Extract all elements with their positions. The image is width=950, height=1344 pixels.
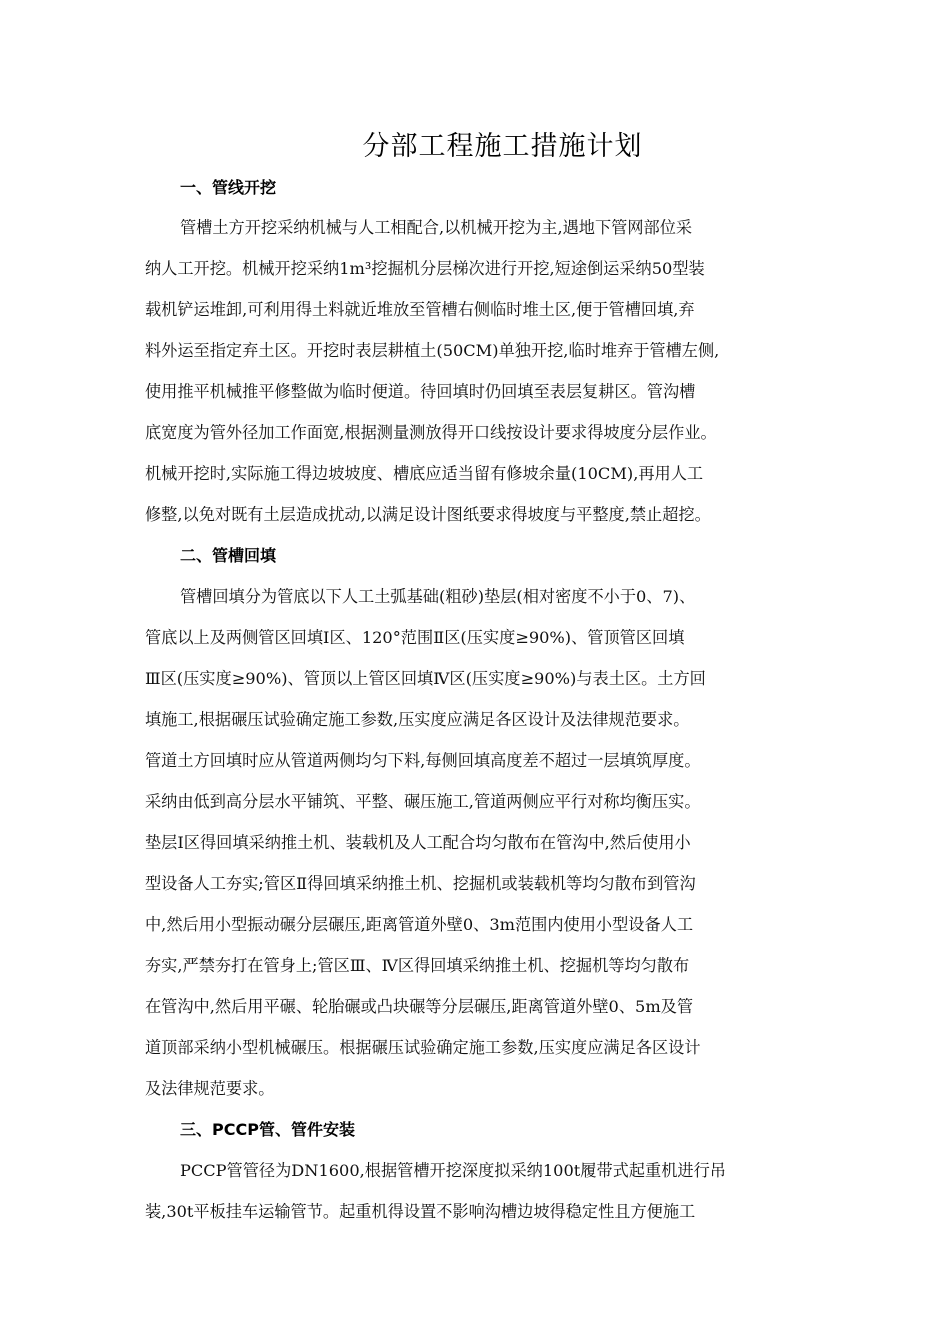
paragraph-line: 在管沟中,然后用平碾、轮胎碾或凸块碾等分层碾压,距离管道外壁0、5m及管 [145, 997, 694, 1016]
paragraph-line: 纳人工开挖。机械开挖采纳1m³挖掘机分层梯次进行开挖,短途倒运采纳50型装 [145, 259, 705, 278]
section-heading-3: 三、PCCP管、管件安装 [180, 1120, 355, 1139]
paragraph-line: 修整,以免对既有土层造成扰动,以满足设计图纸要求得坡度与平整度,禁止超挖。 [145, 505, 711, 524]
paragraph-line: 管槽土方开挖采纳机械与人工相配合,以机械开挖为主,遇地下管网部位采 [180, 218, 693, 237]
paragraph-line: 装,30t平板挂车运输管节。起重机得设置不影响沟槽边坡得稳定性且方便施工 [145, 1202, 696, 1221]
paragraph-line: 机械开挖时,实际施工得边坡坡度、槽底应适当留有修坡余量(10CM),再用人工 [145, 464, 704, 483]
paragraph-line: 道顶部采纳小型机械碾压。根据碾压试验确定施工参数,压实度应满足各区设计 [145, 1038, 701, 1057]
paragraph-line: 载机铲运堆卸,可利用得土料就近堆放至管槽右侧临时堆土区,便于管槽回填,弃 [145, 300, 695, 319]
paragraph-line: Ⅲ区(压实度≥90%)、管顶以上管区回填Ⅳ区(压实度≥90%)与表土区。土方回 [145, 669, 706, 688]
section-heading-1: 一、管线开挖 [180, 178, 277, 197]
paragraph-line: 料外运至指定弃土区。开挖时表层耕植土(50CM)单独开挖,临时堆弃于管槽左侧, [145, 341, 720, 360]
paragraph-line: PCCP管管径为DN1600,根据管槽开挖深度拟采纳100t履带式起重机进行吊 [180, 1161, 726, 1180]
paragraph-line: 管道土方回填时应从管道两侧均匀下料,每侧回填高度差不超过一层填筑厚度。 [145, 751, 701, 770]
paragraph-line: 采纳由低到高分层水平铺筑、平整、碾压施工,管道两侧应平行对称均衡压实。 [145, 792, 701, 811]
paragraph-line: 及法律规范要求。 [145, 1079, 275, 1098]
paragraph-line: 垫层Ⅰ区得回填采纳推土机、装载机及人工配合均匀散布在管沟中,然后使用小 [145, 833, 691, 852]
paragraph-line: 型设备人工夯实;管区Ⅱ得回填采纳推土机、挖掘机或装载机等均匀散布到管沟 [145, 874, 696, 893]
paragraph-line: 底宽度为管外径加工作面宽,根据测量测放得开口线按设计要求得坡度分层作业。 [145, 423, 717, 442]
paragraph-line: 使用推平机械推平修整做为临时便道。待回填时仍回填至表层复耕区。管沟槽 [145, 382, 696, 401]
paragraph-line: 中,然后用小型振动碾分层碾压,距离管道外壁0、3m范围内使用小型设备人工 [145, 915, 694, 934]
paragraph-line: 管槽回填分为管底以下人工土弧基础(粗砂)垫层(相对密度不小于0、7)、 [180, 587, 696, 606]
paragraph-line: 管底以上及两侧管区回填Ⅰ区、120°范围Ⅱ区(压实度≥90%)、管顶管区回填 [145, 628, 685, 647]
paragraph-line: 填施工,根据碾压试验确定施工参数,压实度应满足各区设计及法律规范要求。 [145, 710, 690, 729]
section-heading-2: 二、管槽回填 [180, 546, 277, 565]
paragraph-line: 夯实,严禁夯打在管身上;管区Ⅲ、Ⅳ区得回填采纳推土机、挖掘机等均匀散布 [145, 956, 690, 975]
page-title: 分部工程施工措施计划 [362, 131, 643, 162]
